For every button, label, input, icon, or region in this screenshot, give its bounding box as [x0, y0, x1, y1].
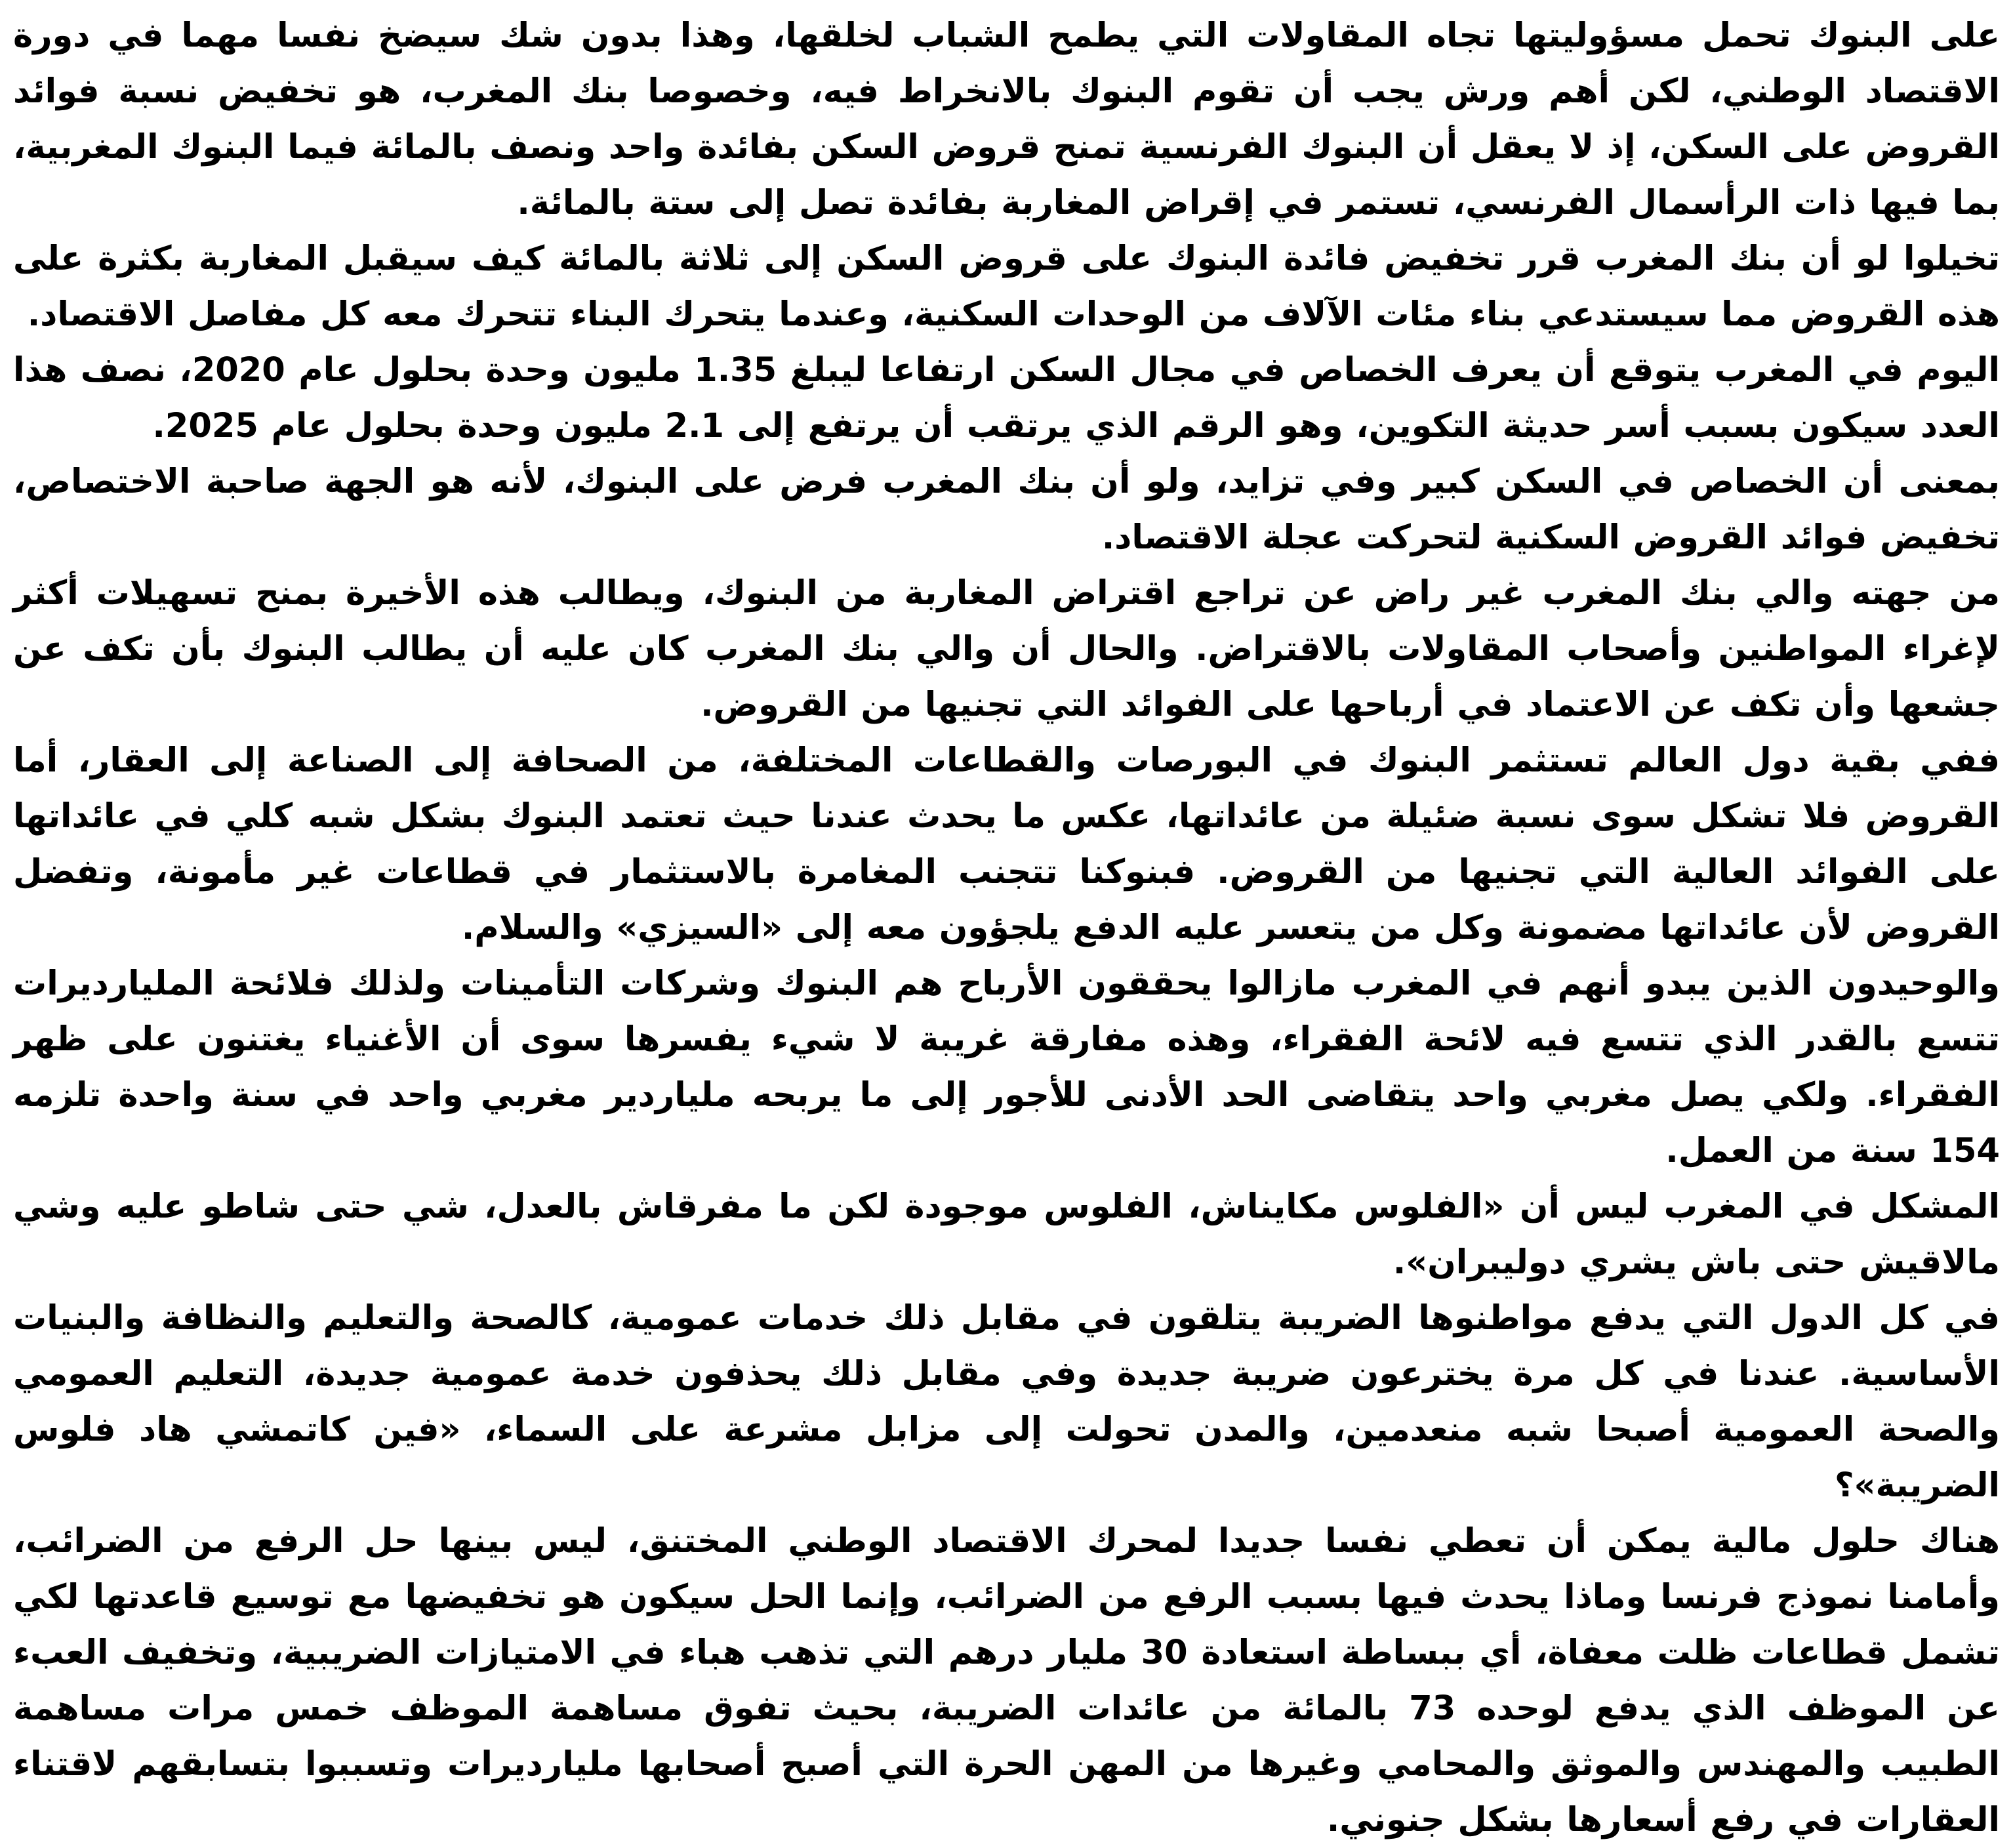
article-paragraph-9: في كل الدول التي يدفع مواطنوها الضريبة يتلقون في مقابل ذلك خدمات عمومية، كالصحة والتعليم والنظافة والبنيات الأساسية. عندنا في كل مرة يخترعون ضريبة جديدة وفي مقابل ذلك يحذفون خدمة عمومية جديدة، التعليم العمومي والصحة العمومية أصبحا شبه منعدمين، والمدن تحولت إلى مزابل مشرعة على السماء، «فين كاتمشي هاد فلوس الضريبة»؟: [13, 1299, 2000, 1505]
article-paragraph-6: ففي بقية دول العالم تستثمر البنوك في البورصات والقطاعات المختلفة، من الصحافة إلى الصناعة إلى العقار، أما القروض فلا تشكل سوى نسبة ضئيلة من عائداتها، عكس ما يحدث عندنا حيث تعتمد البنوك بشكل شبه كلي في عائداتها على الفوائد العالية التي تجنيها من القروض. فبنوكنا تتجنب المغامرة بالاستثمار في قطاعات غير مأمونة، وتفضل القروض لأن عائداتها مضمونة وكل من يتعسر عليه الدفع يلجؤون معه إلى «السيزي» والسلام.: [13, 741, 2000, 947]
article-paragraph-7: والوحيدون الذين يبدو أنهم في المغرب مازالوا يحققون الأرباح هم البنوك وشركات التأمينات ولذلك فلائحة المليارديرات تتسع بالقدر الذي تتسع فيه لائحة الفقراء، وهذه مفارقة غريبة لا شيء يفسرها سوى أن الأغنياء يغتنون على ظهر الفقراء. ولكي يصل مغربي واحد يتقاضى الحد الأدنى للأجور إلى ما يربحه ملياردير مغربي واحد في سنة واحدة تلزمه 154 سنة من العمل.: [13, 964, 2000, 1170]
article-paragraph-4: بمعنى أن الخصاص في السكن كبير وفي تزايد، ولو أن بنك المغرب فرض على البنوك، لأنه هو الجهة صاحبة الاختصاص، تخفيض فوائد القروض السكنية لتحركت عجلة الاقتصاد.: [13, 462, 2000, 557]
article-paragraph-5: من جهته والي بنك المغرب غير راض عن تراجع اقتراض المغاربة من البنوك، ويطالب هذه الأخيرة بمنح تسهيلات أكثر لإغراء المواطنين وأصحاب المقاولات بالاقتراض. والحال أن والي بنك المغرب كان عليه أن يطالب البنوك بأن تكف عن جشعها وأن تكف عن الاعتماد في أرباحها على الفوائد التي تجنيها من القروض.: [13, 574, 2000, 724]
article-paragraph-1: على البنوك تحمل مسؤوليتها تجاه المقاولات التي يطمح الشباب لخلقها، وهذا بدون شك سيضخ نفسا مهما في دورة الاقتصاد الوطني، لكن أهم ورش يجب أن تقوم البنوك بالانخراط فيه، وخصوصا بنك المغرب، هو تخفيض نسبة فوائد القروض على السكن، إذ لا يعقل أن البنوك الفرنسية تمنح قروض السكن بفائدة واحد ونصف بالمائة فيما البنوك المغربية، بما فيها ذات الرأسمال الفرنسي، تستمر في إقراض المغاربة بفائدة تصل إلى ستة بالمائة.: [13, 16, 2000, 222]
article-paragraph-8: المشكل في المغرب ليس أن «الفلوس مكايناش، الفلوس موجودة لكن ما مفرقاش بالعدل، شي حتى شاطو عليه وشي مالاقيش حتى باش يشري دوليبران».: [13, 1187, 2000, 1282]
article-paragraph-3: اليوم في المغرب يتوقع أن يعرف الخصاص في مجال السكن ارتفاعا ليبلغ 1.35 مليون وحدة بحلول عام 2020، نصف هذا العدد سيكون بسبب أسر حديثة التكوين، وهو الرقم الذي يرتقب أن يرتفع إلى 2.1 مليون وحدة بحلول عام 2025.: [13, 351, 2001, 445]
article-paragraph-2: تخيلوا لو أن بنك المغرب قرر تخفيض فائدة البنوك على قروض السكن إلى ثلاثة بالمائة كيف سيقبل المغاربة بكثرة على هذه القروض مما سيستدعي بناء مئات الآلاف من الوحدات السكنية، وعندما يتحرك البناء تتحرك معه كل مفاصل الاقتصاد.: [13, 239, 2000, 334]
article-paragraph-10: هناك حلول مالية يمكن أن تعطي نفسا جديدا لمحرك الاقتصاد الوطني المختنق، ليس بينها حل الرفع من الضرائب، وأمامنا نموذج فرنسا وماذا يحدث فيها بسبب الرفع من الضرائب، وإنما الحل سيكون هو تخفيضها مع توسيع قاعدتها لكي تشمل قطاعات ظلت معفاة، أي ببساطة استعادة 30 مليار درهم التي تذهب هباء في الامتيازات الضريبية، وتخفيف العبء عن الموظف الذي يدفع لوحده 73 بالمائة من عائدات الضريبة، بحيث تفوق مساهمة الموظف خمس مرات مساهمة الطبيب والمهندس والموثق والمحامي وغيرها من المهن الحرة التي أصبح أصحابها مليارديرات وتسببوا بتسابقهم لاقتناء العقارات في رفع أسعارها بشكل جنوني.: [13, 1522, 2000, 1839]
